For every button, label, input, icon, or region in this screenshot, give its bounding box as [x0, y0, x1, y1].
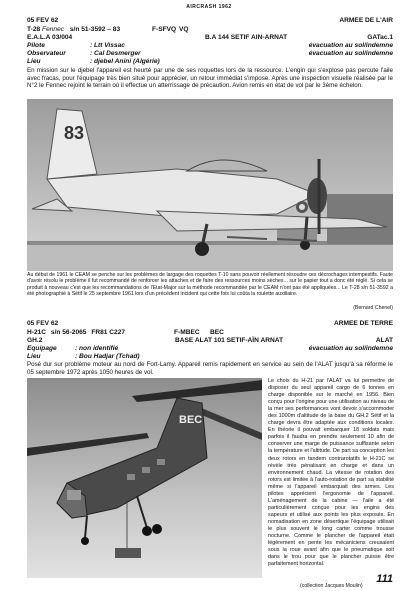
- entry2-force: ARMEE DE TERRE: [334, 320, 393, 327]
- entry1-place-row: [27, 58, 393, 66]
- page-number: 111: [376, 573, 393, 585]
- entry1-credit: (Bernard Chenel): [353, 305, 393, 311]
- entry1-unit-code: GATac.1: [367, 34, 393, 41]
- entry1-observer-label: Observateur: [27, 50, 66, 57]
- entry2-side-text: Le choix du H-21 par l'ALAT va lui permettre de disposer du seul appareil cargo de 6 tonnes en charge disponible sur le marché en 1956. Bien conçu pour l'origine pour une utilisation au niveau de la mer ses performances vont devoir s'accommoder des 1000m d'altitude de la base du GH.2 Sétif et la charge devra être adaptée aux conditions locales. En théorie il pouvait embarquer 18 soldats mais parfois il faudra en prendre seulement 10 afin de conserver une marge de puissance suffisante selon la température et l'altitude. De part sa conception les deux rotors en tandem contrarotatifs le H-21C se révèle très pénalisant en charge et dans un environnement chaud. La vitesse de rotation des rotors est limitée à l'auto-rotation de part sa stabilité même si l'appareil embarquait des armes. Les pilotes apprécient l'ergonomie de l'appareil. L'aménagement de la cabine — l'aile a été particulièrement conçue pour les engins des sapeurs et utilisé aux points les plus exposés. En nomadisation en zone désertique l'équipage utilisait le plus souvent le long carter comme trousse nocturne. Comme le plancher de l'appareil était légèrement en pente les mécaniciens creusaient sous la roue avant afin que le pneumatique soit dans le trou pour que le plancher puisse être parfaitement horizontal.: [268, 378, 394, 568]
- entry1-line2: [27, 26, 393, 34]
- entry2-unit: GH.2: [27, 337, 43, 344]
- entry1-observer-row: [27, 50, 393, 58]
- entry1-unit: E.A.L.A 03/004: [27, 34, 73, 41]
- entry2-line1: [27, 320, 393, 328]
- entry1-pilot-label: Pilote: [27, 42, 45, 49]
- entry1-observer-name: : Cal Desmerger: [90, 50, 141, 57]
- entry1-pilot-row: [27, 42, 393, 50]
- entry1-place-label: Lieu: [27, 58, 41, 65]
- entry2-line2: [27, 329, 393, 337]
- entry2-place-name: : Bou Hadjar (Tchad): [75, 353, 140, 360]
- entry2-date: 05 FEV 62: [27, 320, 59, 327]
- entry1-pilot-name: : Ltt Vissac: [90, 42, 125, 49]
- entry2-place-row: [27, 353, 393, 361]
- entry2-type: H-21C: [27, 329, 47, 336]
- t28-tail-number: 83: [64, 123, 85, 143]
- entry2-place-label: Lieu: [27, 353, 41, 360]
- t28-illustration: [27, 99, 393, 271]
- entry1-code2: VQ: [179, 26, 189, 33]
- entry2-crew-value: : non identifié: [75, 345, 119, 352]
- entry2-credit: (collection Jacques Moulin): [300, 583, 363, 589]
- entry1-text: En mission sur le djebel l'appareil est heurté par une de ses roquettes lors de la ressource. L'engin qui s'explose pas percute l'aile avec fracas, pour l'équipage très bien situé pour apprécier, un retour immédiat s'impose. Après une inspection visuelle réalisée par le N°2 le Fennec rejoint le terrain où il effectue un atterrissage de précaution. Avion remis en état de vol par le 3ème échelon.: [27, 67, 393, 89]
- entry2-crew-label: Equipage: [27, 345, 57, 352]
- entry1-observer-status: évacuation au sol/indemne: [308, 50, 393, 57]
- entry1-line1: [27, 17, 393, 25]
- entry2-code: F-MBEC: [174, 329, 200, 336]
- entry1-name: Fennec: [42, 26, 65, 33]
- h21-tail-code: BEC: [179, 414, 203, 426]
- entry2-unit-code: ALAT: [375, 337, 393, 344]
- t28-photo: [27, 99, 393, 271]
- entry1-force: ARMEE DE L'AIR: [339, 17, 393, 24]
- entry1-place-name: : djebel Anini (Algérie): [90, 58, 160, 65]
- entry1-code1: F-SFVQ: [152, 26, 177, 33]
- entry2-text: Posé dur sur problème moteur au nord de Fort-Lamy. Appareil remis rapidement en service au sein de l'ALAT jusqu'à sa réforme le 05 septembre 1972 après 1050 heures de vol.: [27, 361, 393, 376]
- entry1-caption: Au début de 1961 le CEAM se penche sur les problèmes de largage des roquettes T-10 sans pouvoir réellement résoudre ces décrochages intempestifs. Faute d'avoir résolu le problème il fut recommandé de renforcer les attaches et de faire des ressources moins sèches... sur le papier tout a donc été réglé. Si cela se produit à nouveau c'est que les recommandations de l'Etat-Major sur la méthode recommandée par le CEAM n'ont pas été appliquées... Le T-28 s/n 51-3592 a été photographié à Sétif le 25 septembre 1961 lors d'un précédent incident qui cette fois lui coûta la roulette auxiliaire.: [27, 272, 393, 298]
- entry2-code2: BEC: [210, 329, 224, 336]
- entry1-base: B.A 144 SETIF AIN-ARNAT: [205, 34, 288, 41]
- entry2-crew-status: évacuation au sol/indemne: [308, 345, 393, 352]
- entry1-date: 05 FEV 62: [27, 17, 59, 24]
- h21-photo: [27, 378, 262, 578]
- h21-illustration: [27, 378, 262, 578]
- magazine-header: AIRCRASH 1962: [186, 4, 232, 10]
- entry1-type: T-28: [27, 26, 41, 33]
- entry2-fr-code: FR81 C227: [91, 329, 126, 336]
- entry2-base: BASE ALAT 101 SETIF-AÏN ARNAT: [175, 337, 284, 344]
- entry1-line3: [27, 34, 393, 42]
- entry2-serial: s/n 56-2065: [50, 329, 87, 336]
- entry2-line3: [27, 337, 393, 345]
- entry1-serial: s/n 51-3592 – 83: [69, 26, 121, 33]
- entry2-crew-row: [27, 345, 393, 353]
- entry1-pilot-status: évacuation au sol/indemne: [308, 42, 393, 49]
